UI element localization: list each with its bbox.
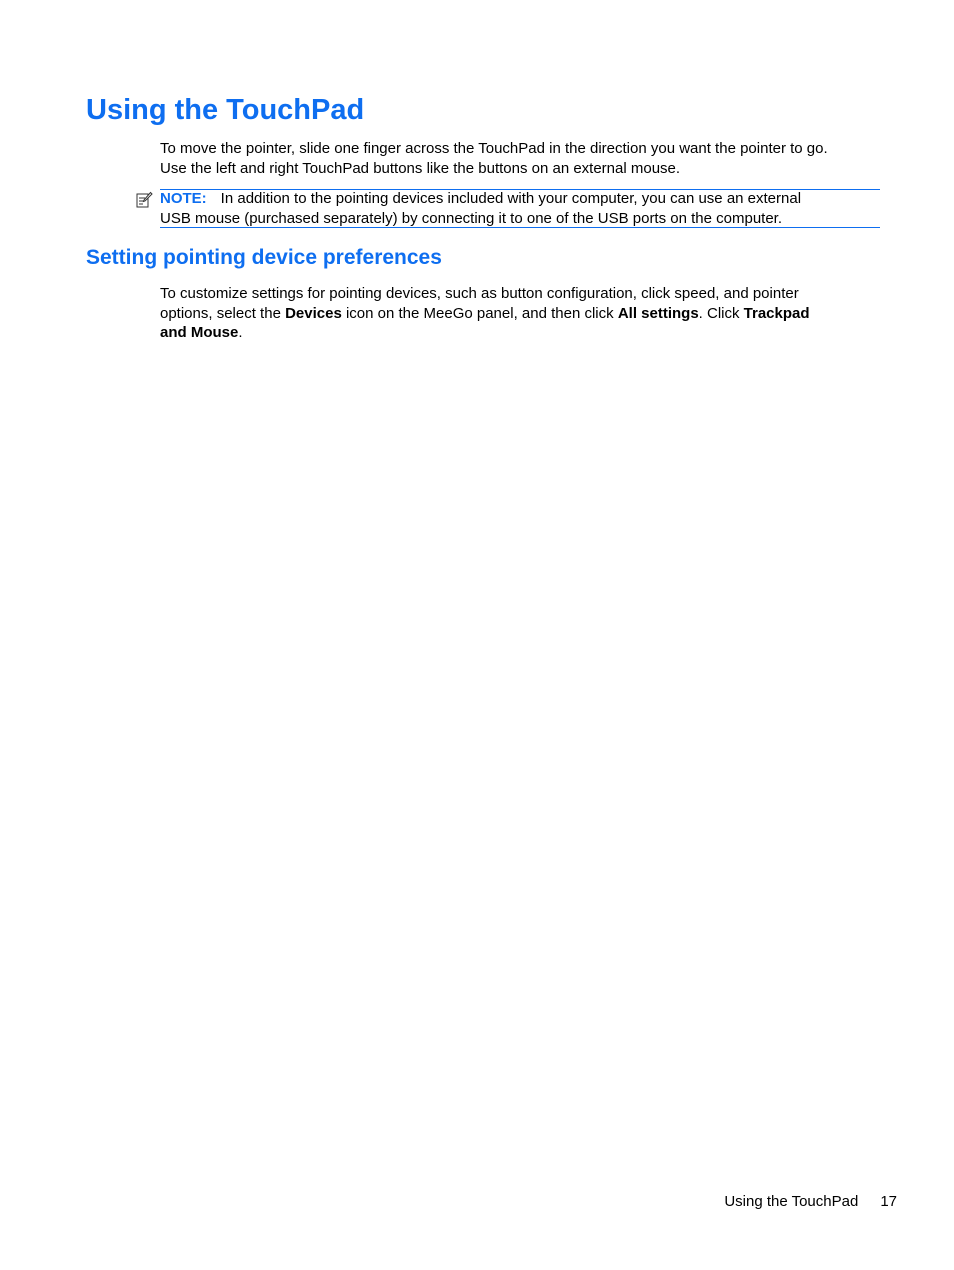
all-settings-term: All settings	[617, 304, 699, 322]
and-mouse-term: and Mouse	[160, 324, 239, 341]
page-footer	[724, 1192, 897, 1212]
note-line-2: USB mouse (purchased separately) by connecting it to one of the USB ports on the computer.	[160, 209, 783, 227]
note-label: NOTE:	[160, 190, 207, 207]
prefs-line-1: To customize settings for pointing devices, such as button configuration, click speed, and pointer	[160, 285, 799, 302]
intro-line-1: To move the pointer, slide one finger across the TouchPad in the direction you want the pointer to go.	[160, 140, 828, 157]
trackpad-term: Trackpad	[743, 304, 810, 322]
page-title: Using the TouchPad	[86, 94, 365, 126]
devices-term: Devices	[285, 304, 342, 322]
note-text	[160, 189, 801, 228]
footer-title: Using the TouchPad	[724, 1193, 859, 1210]
prefs-line-3	[160, 323, 890, 343]
preferences-paragraph	[160, 284, 890, 343]
prefs-text: .	[238, 324, 243, 341]
note-line-1	[160, 189, 801, 209]
intro-paragraph	[160, 139, 890, 178]
prefs-text: options, select the	[160, 304, 286, 322]
note-line-1-text: In addition to the pointing devices included with your computer, you can use an external	[220, 190, 802, 207]
page-number: 17	[880, 1193, 897, 1210]
intro-line-2: Use the left and right TouchPad buttons like the buttons on an external mouse.	[160, 159, 681, 177]
prefs-text: icon on the MeeGo panel, and then click	[341, 304, 618, 322]
section-title: Setting pointing device preferences	[86, 246, 442, 269]
note-icon	[135, 191, 153, 209]
prefs-text: . Click	[698, 304, 744, 322]
prefs-line-2	[160, 304, 890, 324]
